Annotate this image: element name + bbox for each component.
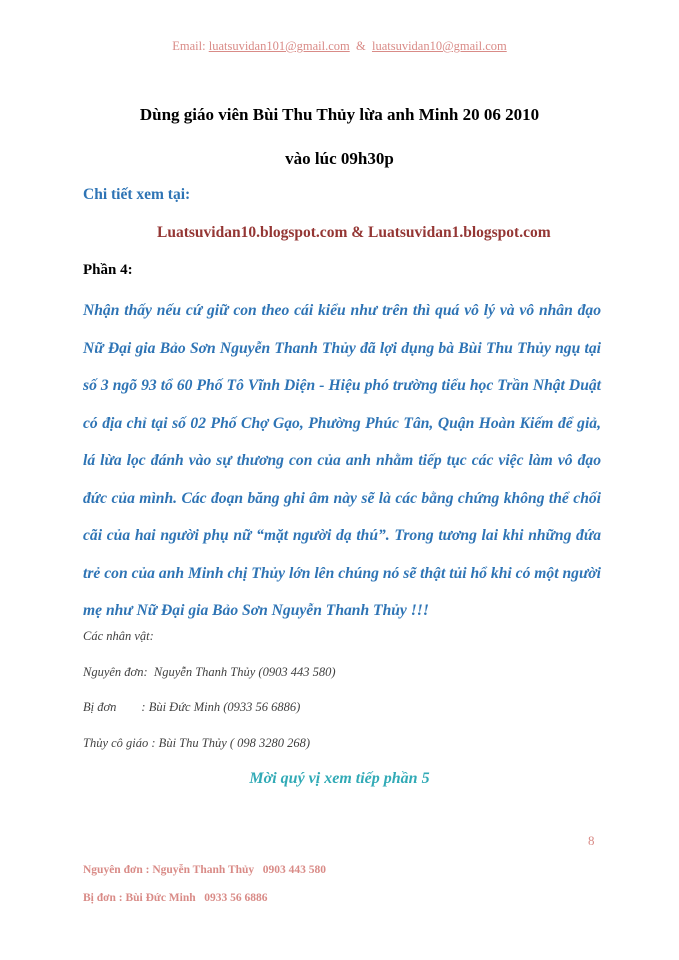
footer-plaintiff: Nguyên đơn : Nguyễn Thanh Thủy 0903 443 580 bbox=[83, 864, 327, 876]
email-label: Email: bbox=[172, 39, 206, 53]
blog-links: Luatsuvidan10.blogspot.com & Luatsuvidan1.blogspot.com bbox=[157, 224, 551, 241]
character-plaintiff: Nguyên đơn: Nguyễn Thanh Thủy (0903 443 580) bbox=[83, 665, 336, 679]
character-defendant: Bị đơn : Bùi Đức Minh (0933 56 6886) bbox=[83, 700, 301, 714]
page-number: 8 bbox=[588, 833, 595, 848]
email-link-1[interactable]: luatsuvidan101@gmail.com bbox=[208, 39, 350, 53]
document-subtitle-time: vào lúc 09h30p bbox=[285, 149, 394, 168]
header-email-line bbox=[0, 39, 679, 54]
document-title: Dùng giáo viên Bùi Thu Thủy lừa anh Minh 20 06 2010 bbox=[139, 105, 540, 124]
part-label: Phần 4: bbox=[83, 262, 133, 278]
characters-label: Các nhân vật: bbox=[83, 629, 154, 643]
footer-defendant: Bị đơn : Bùi Đức Minh 0933 56 6886 bbox=[83, 892, 268, 904]
email-separator: & bbox=[355, 39, 366, 53]
details-label: Chi tiết xem tại: bbox=[83, 186, 191, 203]
character-teacher: Thủy cô giáo : Bùi Thu Thủy ( 098 3280 268) bbox=[83, 736, 311, 750]
body-paragraph: Nhận thấy nếu cứ giữ con theo cái kiểu như trên thì quá vô lý và vô nhân đạo Nữ Đại gia Bảo Sơn Nguyễn Thanh Thủy đã lợi dụng bà Bùi Thu Thủy ngụ tại số 3 ngõ 93 tổ 60 Phố Tô Vĩnh Diện - Hiệu phó trường tiểu học Trần Nhật Duật có địa chỉ tại số 02 Phố Chợ Gạo, Phường Phúc Tân, Quận Hoàn Kiếm để giả, lá lừa lọc đánh vào sự thương con của anh nhằm tiếp tục các việc làm vô đạo đức của mình. Các đoạn băng ghi âm này sẽ là các bằng chứng không thể chối cãi của hai người phụ nữ “mặt người dạ thú”. Trong tương lai khi những đứa trẻ con của anh Minh chị Thủy lớn lên chúng nó sẽ thật tủi hổ khi có một người mẹ như Nữ Đại gia Bảo Sơn Nguyễn Thanh Thủy !!! bbox=[83, 302, 601, 619]
next-part-notice: Mời quý vị xem tiếp phần 5 bbox=[249, 770, 430, 787]
email-link-2[interactable]: luatsuvidan10@gmail.com bbox=[371, 39, 507, 53]
